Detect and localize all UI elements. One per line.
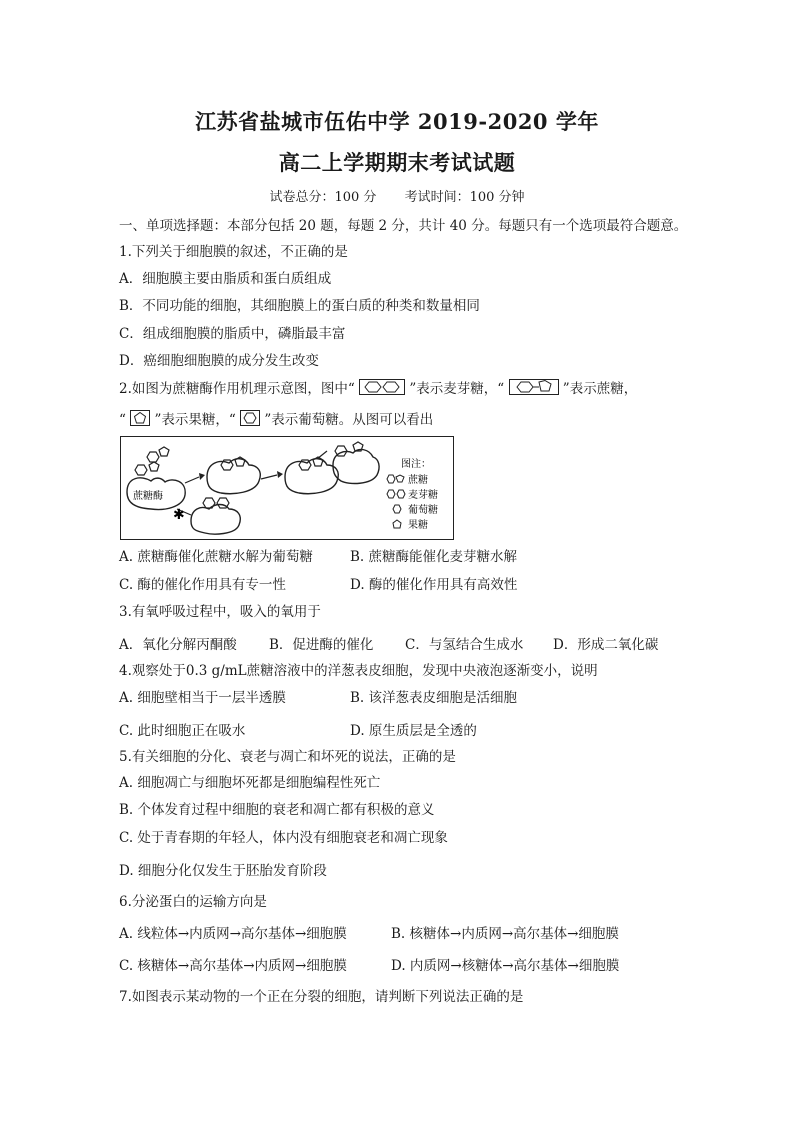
q6-option-d: D. 内质网→核糖体→高尔基体→细胞膜 [391,958,620,974]
legend-title: 图注： [401,459,431,470]
legend-maltose: 麦芽糖 [408,490,438,501]
legend-fructose: 果糖 [408,520,428,531]
q6-stem: 6.分泌蛋白的运输方向是 [119,894,267,910]
enzyme-diagram-svg [121,437,452,538]
total-score: 试卷总分：100 分 [269,190,377,205]
q1-option-c: C．组成细胞膜的脂质中，磷脂最丰富 [119,326,346,342]
q3-stem: 3.有氧呼吸过程中，吸入的氧用于 [119,604,321,620]
enzyme-mechanism-figure [120,436,454,540]
q2-stem-line2 [119,410,433,431]
enzyme-label: 蔗糖酶 [133,491,163,502]
q5-option-b: B. 个体发育过程中细胞的衰老和凋亡都有积极的意义 [119,802,435,818]
q7-stem: 7.如图表示某动物的一个正在分裂的细胞，请判断下列说法正确的是 [119,989,524,1005]
q3-option-a: A．氧化分解丙酮酸 [119,637,237,653]
q2-option-a: A. 蔗糖酶催化蔗糖水解为葡萄糖 [119,549,313,565]
maltose-symbol-icon [359,379,405,400]
q1-option-b: B．不同功能的细胞，其细胞膜上的蛋白质的种类和数量相同 [119,298,480,314]
q6-option-b: B. 核糖体→内质网→高尔基体→细胞膜 [391,926,619,942]
legend-glucose: 葡萄糖 [408,505,438,516]
q2-option-d: D. 酶的催化作用具有高效性 [350,577,518,593]
section-intro: 一、单项选择题：本部分包括 20 题，每题 2 分，共计 40 分。每题只有一个选项最符合题意。 [119,218,688,234]
q1-option-d: D．癌细胞细胞膜的成分发生改变 [119,353,319,369]
q4-option-a: A. 细胞壁相当于一层半透膜 [119,690,286,706]
exam-title-line2: 高二上学期期末考试试题 [278,150,516,175]
q3-option-c: C．与氢结合生成水 [405,637,524,653]
q1-stem: 1.下列关于细胞膜的叙述，不正确的是 [119,244,348,260]
q3-option-b: B．促进酶的催化 [269,637,374,653]
glucose-symbol-icon [240,410,260,431]
exam-meta [0,186,794,205]
sucrose-symbol-icon [509,379,559,400]
fructose-symbol-icon [130,410,150,431]
q2-stem-c: ”表示蔗糖， [562,381,638,397]
q3-option-d: D．形成二氧化碳 [553,637,659,653]
sucrose-molecule-group [135,447,169,475]
q2-stem-line1 [119,379,637,400]
q4-option-d: D. 原生质层是全透的 [350,723,477,739]
svg-text:✱: ✱ [173,507,185,523]
q2-stem-a: 2.如图为蔗糖酶作用机理示意图，图中“ [119,381,355,397]
q1-option-a: A．细胞膜主要由脂质和蛋白质组成 [119,271,332,287]
q5-stem: 5.有关细胞的分化、衰老与凋亡和坏死的说法，正确的是 [119,749,456,765]
q4-option-c: C. 此时细胞正在吸水 [119,723,246,739]
legend-sucrose: 蔗糖 [408,475,428,486]
q2-stem2-b: ”表示果糖，“ [154,412,236,428]
q6-option-c: C. 核糖体→高尔基体→内质网→细胞膜 [119,958,347,974]
q5-option-a: A. 细胞凋亡与细胞坏死都是细胞编程性死亡 [119,775,381,791]
q6-option-a: A. 线粒体→内质网→高尔基体→细胞膜 [119,926,347,942]
q2-stem2-a: “ [119,412,126,428]
q5-option-d: D. 细胞分化仅发生于胚胎发育阶段 [119,863,327,879]
q2-option-b: B. 蔗糖酶能催化麦芽糖水解 [350,549,518,565]
exam-time: 考试时间：100 分钟 [404,190,525,205]
q2-stem-b: ”表示麦芽糖，“ [409,381,505,397]
q5-option-c: C. 处于青春期的年轻人，体内没有细胞衰老和凋亡现象 [119,830,448,846]
q4-option-b: B. 该洋葱表皮细胞是活细胞 [350,690,518,706]
q4-stem: 4.观察处于0.3 g/mL蔗糖溶液中的洋葱表皮细胞，发现中央液泡逐渐变小，说明 [119,663,598,679]
q2-stem2-c: ”表示葡萄糖。从图可以看出 [264,412,434,428]
exam-title-line1: 江苏省盐城市伍佑中学 2019-2020 学年 [195,109,599,134]
q2-option-c: C. 酶的催化作用具有专一性 [119,577,286,593]
